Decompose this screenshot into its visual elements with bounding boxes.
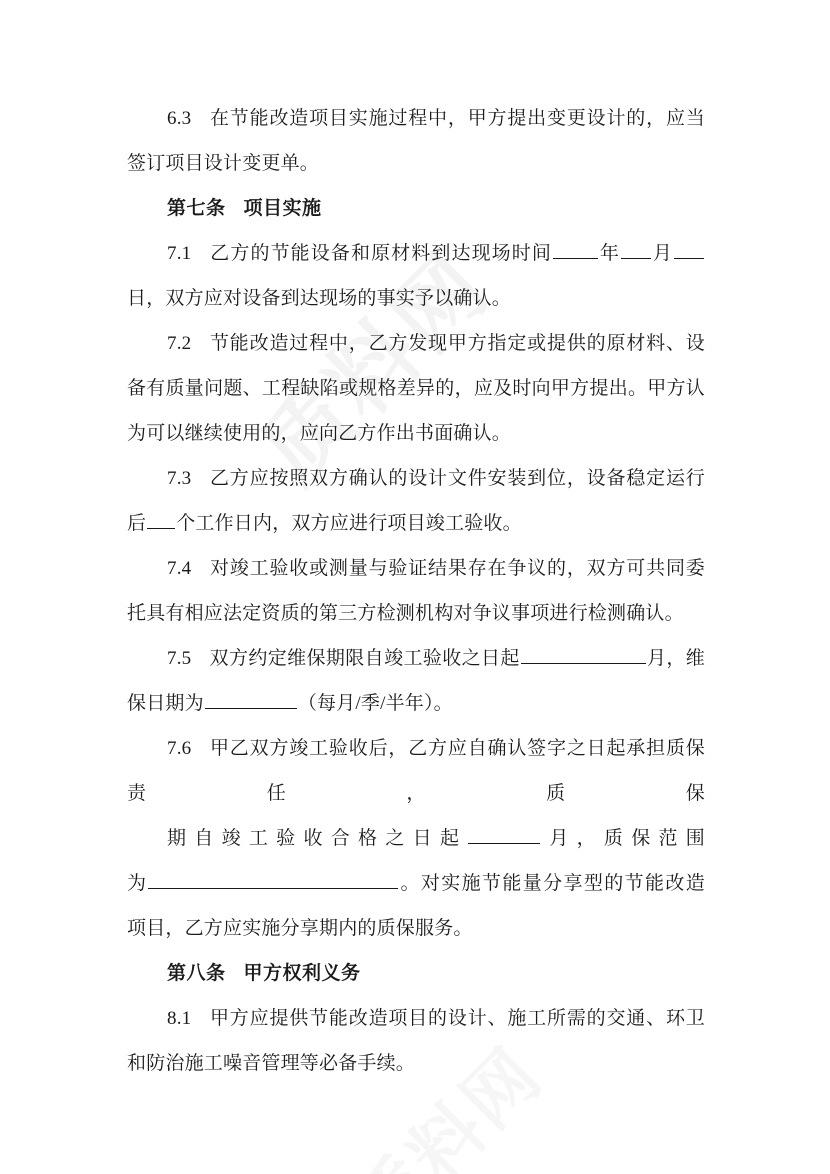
unit-year: 年 (598, 243, 620, 264)
blank-field-warranty-months[interactable] (521, 646, 646, 664)
clause-number: 7.3 (167, 468, 192, 489)
clause-7-2 (127, 321, 705, 456)
heading-article-8 (127, 951, 705, 996)
clause-7-3 (127, 456, 705, 546)
clause-number: 7.5 (167, 648, 192, 669)
unit-month: 月 (652, 243, 674, 264)
clause-7-1 (127, 231, 705, 321)
blank-field-year[interactable] (553, 241, 598, 259)
blank-field-day[interactable] (674, 241, 704, 259)
clause-text: 甲方应提供节能改造项目的设计、施工所需的交通、环卫和防治施工噪音管理等必备手续。 (127, 1008, 705, 1074)
clause-text-tail: ，双方应对设备到达现场的事实予以确认。 (146, 288, 512, 309)
article-title: 甲方权利义务 (243, 963, 361, 984)
clause-number: 7.6 (167, 738, 192, 759)
blank-field-quality-scope[interactable] (148, 871, 398, 889)
clause-7-6 (127, 726, 705, 951)
clause-text-part-2: 月，维保日期为 (127, 648, 706, 714)
clause-7-5 (127, 636, 705, 726)
document-body (127, 96, 705, 1086)
clause-text-lead: 乙方的节能设备和原材料到达现场时间 (209, 243, 552, 264)
blank-field-quality-months[interactable] (468, 826, 540, 844)
article-label: 第七条 (167, 198, 226, 219)
clause-6-3 (127, 96, 705, 186)
heading-article-7 (127, 186, 705, 231)
clause-text-tail: 个工作日内，双方应进行项目竣工验收。 (176, 513, 522, 534)
article-title: 项目实施 (243, 198, 322, 219)
clause-text: 在节能改造项目实施过程中，甲方提出变更设计的，应当签订项目设计变更单。 (127, 108, 705, 174)
clause-7-6-line-2 (127, 816, 705, 861)
clause-text: 对竣工验收或测量与验证结果存在争议的，双方可共同委托具有相应法定资质的第三方检测机构对争议事项进行检测确认。 (127, 558, 705, 624)
clause-text-line-2-tail: 月，质保范围 (541, 828, 705, 849)
blank-field-month[interactable] (621, 241, 651, 259)
clause-7-6-line-1 (127, 726, 705, 816)
clause-8-1 (127, 996, 705, 1086)
clause-number: 7.1 (167, 243, 192, 264)
clause-text-line-1: 甲乙双方竣工验收后，乙方应自确认签字之日起承担质保责任，质保 (127, 738, 705, 804)
clause-text-part-3: （每月/季/半年）。 (297, 693, 453, 714)
clause-7-4 (127, 546, 705, 636)
clause-text-lead: 乙方应按照双方确认的设计文件安装到位，设备稳定运行后 (127, 468, 705, 534)
clause-text-line-2-lead: 期自竣工验收合格之日起 (167, 828, 468, 849)
clause-number: 6.3 (167, 108, 192, 129)
clause-number: 8.1 (167, 1008, 192, 1029)
clause-text: 节能改造过程中，乙方发现甲方指定或提供的原材料、设备有质量问题、工程缺陷或规格差异的，应及时向甲方提出。甲方认为可以继续使用的，应向乙方作出书面确认。 (127, 333, 705, 444)
clause-text-part-1: 双方约定维保期限自竣工验收之日起 (209, 648, 520, 669)
clause-number: 7.2 (167, 333, 192, 354)
blank-field-workdays[interactable] (147, 511, 175, 529)
blank-field-warranty-interval[interactable] (205, 691, 297, 709)
clause-text-line-3-tail: 。对实施节能量分享型的节能改造项目，乙方应实施分享期内的质保服务。 (127, 873, 705, 939)
clause-text-line-3-lead: 为 (127, 873, 148, 894)
article-label: 第八条 (167, 963, 226, 984)
unit-day: 日 (127, 288, 147, 309)
clause-number: 7.4 (167, 558, 192, 579)
